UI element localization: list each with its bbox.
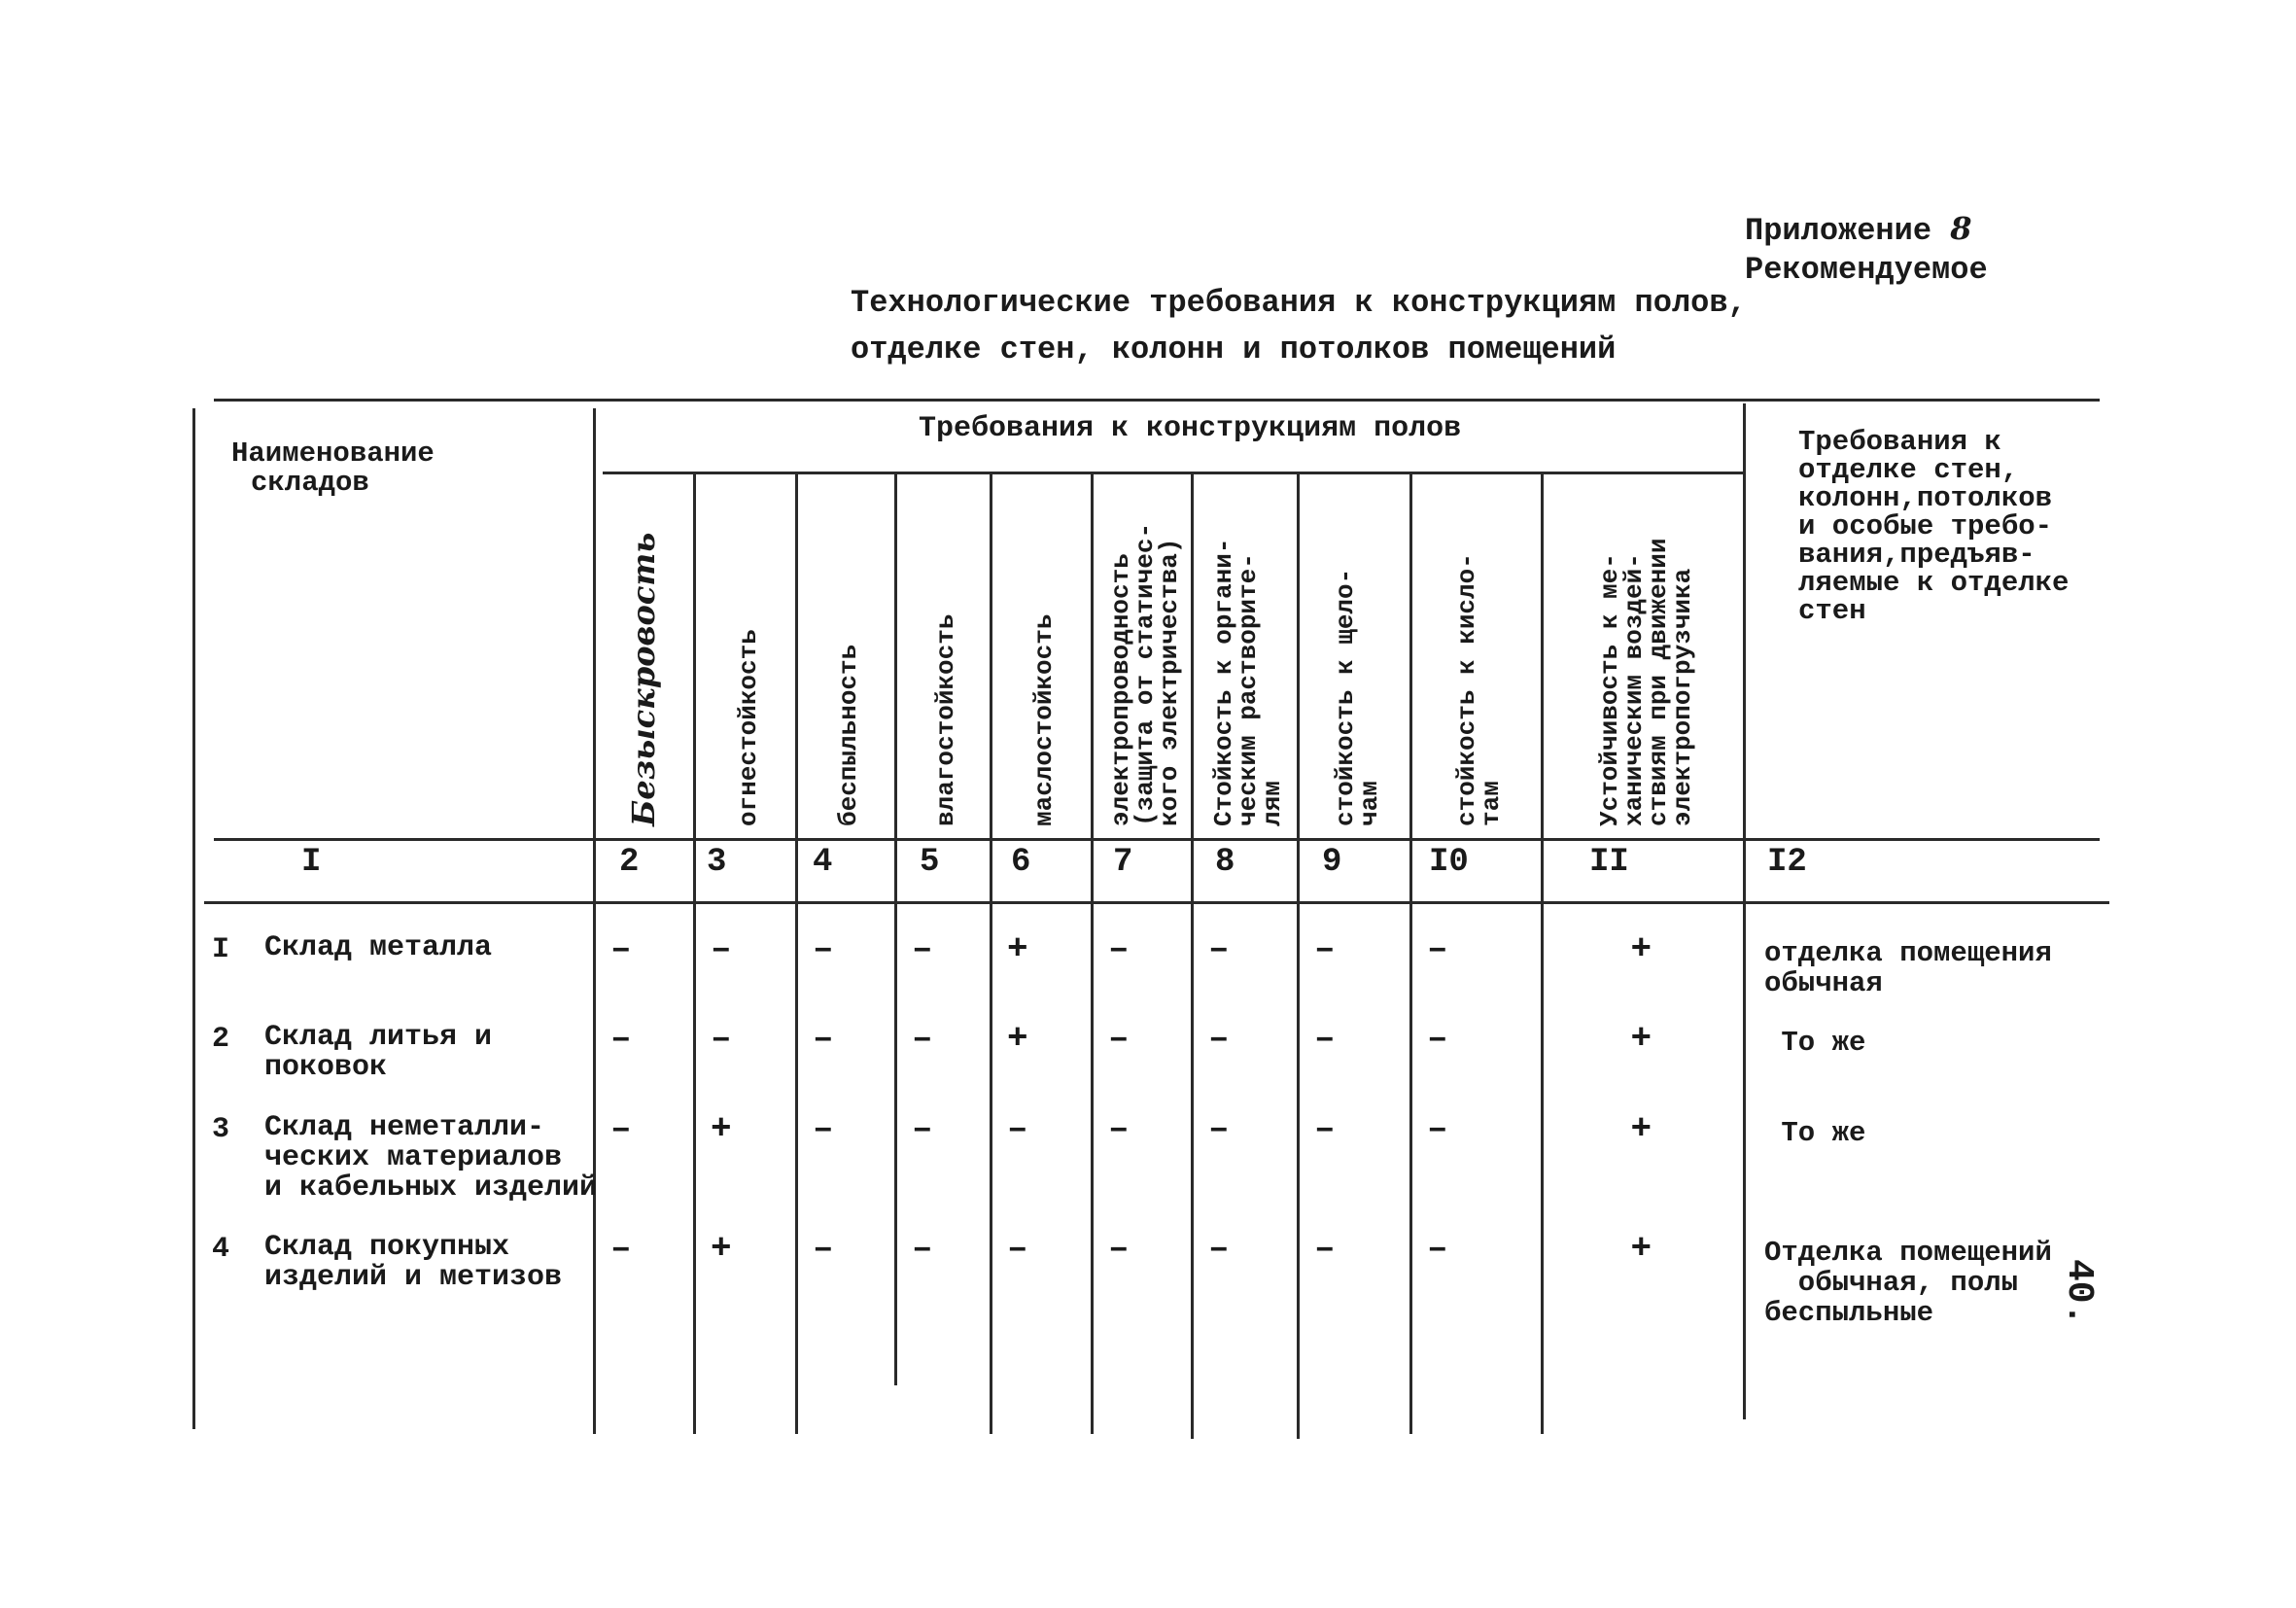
floor-column-label-line: электропроводность [1105,553,1135,826]
floor-column-label [1330,568,1384,826]
title-line-1: Технологические требования к конструкциям полов, [851,285,1747,321]
requirement-dash: – [912,1019,933,1059]
warehouse-name [264,1113,597,1204]
floor-column-label-line: стойкость к щело- [1330,568,1360,826]
row-number: 2 [212,1023,230,1056]
floor-column-header [797,481,893,826]
wall-finish-requirement: То же [1764,1117,1866,1149]
column-number: 8 [1215,844,1235,881]
title-line-2: отделке стен, колонн и потолков помещений [851,332,1617,367]
warehouse-name-line: Склад металла [264,931,493,964]
floor-column-label-line: стойкость к кисло- [1452,553,1481,826]
header-floor-requirements: Требования к конструкциям полов [919,412,1462,445]
column-number: 5 [920,844,940,881]
floor-column-header [1543,481,1742,826]
requirement-dash: – [711,1019,732,1059]
floor-column-label-line: огнестойкость [733,629,763,826]
floor-column-label-line: там [1477,781,1506,826]
column-number: I0 [1429,844,1469,881]
requirement-plus: + [1630,1109,1652,1149]
requirement-dash: – [912,929,933,969]
appendix-word: Приложение [1745,213,1932,249]
requirement-plus: + [1630,1229,1652,1269]
requirement-plus: + [1007,929,1028,969]
row-number: 3 [212,1113,230,1146]
floor-column-label-line: ханическим воздей- [1618,553,1649,826]
requirement-dash: – [1427,929,1448,969]
floor-column-label-line: (защита от статичес- [1130,522,1160,826]
page-number: 40. [2058,1259,2100,1326]
floor-column-label-line: кого электричества) [1154,538,1184,826]
wall-finish-requirement: Отделка помещений обычная, полы беспыльные [1764,1237,2052,1329]
warehouse-name-line: Склад литья и [264,1021,493,1054]
floor-column-label [1452,553,1506,826]
floor-column-header [1299,481,1409,826]
wall-finish-requirement: То же [1764,1027,1866,1059]
floor-column-label [931,613,960,826]
floor-column-label [625,532,662,826]
header-name-line: Наименование [231,437,435,470]
floor-column-label-line: ческим растворите- [1233,553,1263,826]
requirement-dash: – [1314,1109,1336,1149]
requirement-dash: – [1108,1109,1130,1149]
column-number: 6 [1011,844,1031,881]
warehouse-name-line: Склад покупных [264,1231,510,1264]
requirement-dash: – [711,929,732,969]
requirement-dash: – [1108,929,1130,969]
warehouse-name-line: ческих материалов [264,1141,563,1174]
table-top-rule [214,399,2100,402]
requirement-dash: – [1208,1229,1230,1269]
requirement-dash: – [813,929,834,969]
floor-column-header [991,481,1090,826]
column-number: 7 [1113,844,1133,881]
floor-column-header [1093,481,1190,826]
floor-column-label [834,644,863,826]
floor-column-header [695,481,794,826]
column-number: 9 [1322,844,1342,881]
header-name-line: складов [251,467,369,499]
header-wall-line: и особые требо- [1798,510,2053,542]
warehouse-name [264,933,492,963]
requirement-dash: – [912,1109,933,1149]
header-wall-line: отделке стен, [1798,454,2019,486]
requirement-plus: + [1007,1019,1028,1059]
warehouse-name-line: и кабельных изделий [264,1171,598,1205]
requirement-plus: + [711,1109,732,1149]
appendix-status: Рекомендуемое [1745,252,1988,288]
warehouse-name [264,1233,562,1293]
requirement-plus: + [711,1229,732,1269]
header-wall-requirements [1798,428,2069,625]
floor-column-label [1105,522,1184,826]
warehouse-name [264,1023,492,1083]
floor-column-label [1208,538,1287,826]
header-wall-line: стен [1798,595,1866,627]
requirement-dash: – [610,1019,632,1059]
row-number: I [212,933,230,966]
column-number-top-rule [214,838,2100,841]
floor-column-header [896,481,989,826]
requirement-dash: – [813,1229,834,1269]
header-wall-line: Требования к [1798,426,2001,458]
floor-column-label-line: ствиям при движении [1643,538,1673,826]
requirement-plus: + [1630,929,1652,969]
col-divider-11 [1743,403,1746,1419]
floor-column-label-line: беспыльность [834,644,863,826]
requirement-dash: – [610,1109,632,1149]
column-number: II [1589,844,1629,881]
row-number: 4 [212,1233,230,1266]
requirement-dash: – [1427,1109,1448,1149]
requirement-dash: – [1314,929,1336,969]
floor-column-label [1594,538,1697,826]
requirement-plus: + [1630,1019,1652,1059]
floor-column-label-line: лям [1257,781,1287,826]
floor-column-label-line: маслостойкость [1029,613,1059,826]
floor-header-rule [603,472,1745,474]
requirement-dash: – [813,1109,834,1149]
floor-column-header [595,481,692,826]
requirement-dash: – [813,1019,834,1059]
column-number: I [301,844,322,881]
wall-finish-requirement: отделка помещения обычная [1764,937,2052,999]
floor-column-label [1029,613,1059,826]
warehouse-name-line: Склад неметалли- [264,1111,545,1144]
requirement-dash: – [1007,1109,1028,1149]
floor-column-label-line: электропогрузчика [1667,568,1697,826]
floor-column-label [733,629,763,826]
requirement-dash: – [610,929,632,969]
floor-column-label-line: чам [1354,781,1384,826]
requirement-dash: – [610,1229,632,1269]
table-left-border [192,408,195,1429]
requirement-dash: – [1427,1019,1448,1059]
requirement-dash: – [1108,1229,1130,1269]
requirement-dash: – [912,1229,933,1269]
floor-column-label-line: Устойчивость к ме- [1594,553,1624,826]
requirement-dash: – [1208,1019,1230,1059]
column-number: 4 [813,844,833,881]
column-number: 2 [619,844,640,881]
floor-column-header [1411,481,1540,826]
column-number-bottom-rule [204,901,2109,904]
floor-column-header [1193,481,1296,826]
floor-column-label-line: Стойкость к органи- [1208,538,1238,826]
requirement-dash: – [1314,1229,1336,1269]
requirement-dash: – [1208,929,1230,969]
header-warehouse-name [231,439,435,498]
requirement-dash: – [1208,1109,1230,1149]
warehouse-name-line: поковок [264,1051,388,1084]
appendix-number: 8 [1950,210,1972,247]
requirement-dash: – [1314,1019,1336,1059]
requirement-dash: – [1007,1229,1028,1269]
floor-column-label-line: влагостойкость [931,613,960,826]
column-number: I2 [1767,844,1807,881]
requirement-dash: – [1427,1229,1448,1269]
warehouse-name-line: изделий и метизов [264,1261,563,1294]
floor-column-label-line: Безыскровость [625,532,662,826]
requirement-dash: – [1108,1019,1130,1059]
header-wall-line: вания,предъяв- [1798,539,2035,571]
column-number: 3 [707,844,727,881]
header-wall-line: ляемые к отделке [1798,567,2070,599]
header-wall-line: колонн,потолков [1798,482,2053,514]
